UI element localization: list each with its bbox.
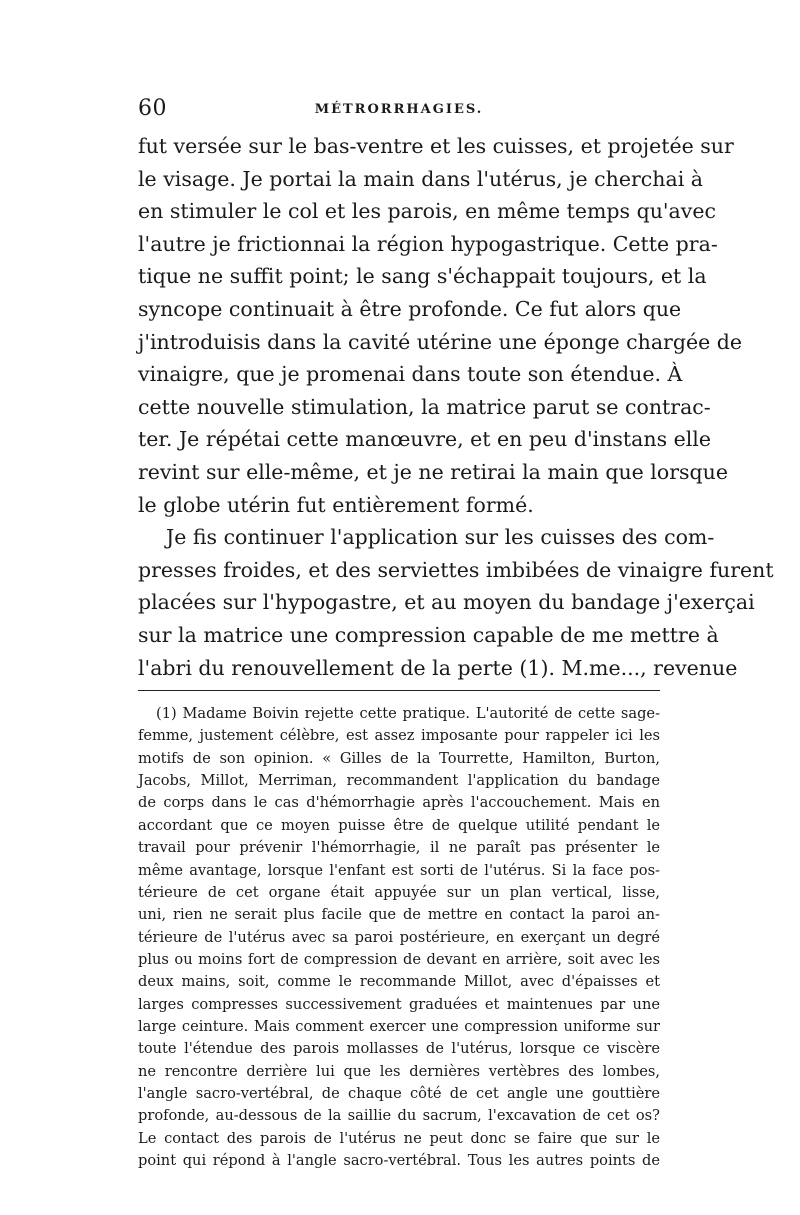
body-line: ter. Je répétai cette manœuvre, et en peu d'instans elle [138, 427, 711, 452]
body-line: syncope continuait à être profonde. Ce fut alors que [138, 296, 682, 321]
footnote-line: même avantage, lorsque l'enfant est sorti de l'utérus. Si la face pos- [138, 861, 660, 879]
body-line: sur la matrice une compression capable de me mettre à [138, 622, 719, 647]
footnote-line: motifs de son opinion. « Gilles de la Tourrette, Hamilton, Burton, [138, 749, 660, 767]
footnote-line: l'angle sacro-vertébral, de chaque côté de cet angle une gouttière [138, 1084, 660, 1102]
footnote-line: térieure de cet organe était appuyée sur un plan vertical, lisse, [138, 883, 660, 901]
footnote-line: de corps dans le cas d'hémorrhagie après l'accouchement. Mais en [138, 794, 660, 812]
footnote-line: larges compresses successivement graduées et maintenues par une [138, 995, 660, 1013]
footnote [138, 703, 660, 1172]
footnote-line: ne rencontre derrière lui que les dernières vertèbres des lombes, [138, 1062, 660, 1080]
book-page [138, 96, 774, 1172]
body-line: fut versée sur le bas-ventre et les cuisses, et projetée sur [138, 134, 734, 158]
body-line: Je fis continuer l'application sur les cuisses des com- [166, 525, 715, 550]
footnote-line: deux mains, soit, comme le recommande Millot, avec d'épaisses et [138, 973, 660, 991]
running-head [138, 96, 660, 130]
footnote-line: plus ou moins fort de compression de devant en arrière, soit avec les [138, 950, 660, 968]
running-title: MÉTRORRHAGIES. [314, 102, 484, 117]
footnote-line: Jacobs, Millot, Merriman, recommandent l'application du bandage [138, 772, 660, 790]
body-line: tique ne suffit point; le sang s'échappait toujours, et la [138, 264, 707, 289]
body-line: presses froides, et des serviettes imbibées de vinaigre furent [138, 557, 774, 582]
body-line: le visage. Je portai la main dans l'utérus, je cherchai à [138, 166, 703, 191]
body-line: le globe utérin fut entièrement formé. [138, 492, 534, 517]
body-text [138, 130, 774, 684]
body-line: placées sur l'hypogastre, et au moyen du bandage j'exerçai [138, 590, 755, 615]
body-line: cette nouvelle stimulation, la matrice parut se contrac- [138, 394, 711, 419]
footnote-line: point qui répond à l'angle sacro-vertébral. Tous les autres points de [138, 1151, 660, 1169]
footnote-separator [138, 690, 660, 691]
footnote-line: travail pour prévenir l'hémorrhagie, il ne paraît pas présenter le [138, 839, 660, 857]
footnote-line: (1) Madame Boivin rejette cette pratique. L'autorité de cette sage- [156, 705, 660, 723]
footnote-line: uni, rien ne serait plus facile que de mettre en contact la paroi an- [138, 906, 660, 924]
body-line: revint sur elle-même, et je ne retirai la main que lorsque [138, 459, 728, 484]
footnote-line: accordant que ce moyen puisse être de quelque utilité pendant le [138, 816, 660, 834]
body-line: j'introduisis dans la cavité utérine une éponge chargée de [138, 329, 742, 354]
footnote-line: large ceinture. Mais comment exercer une compression uniforme sur [138, 1017, 660, 1035]
page-number: 60 [138, 96, 167, 121]
body-line: vinaigre, que je promenai dans toute son étendue. À [138, 362, 683, 387]
body-line: l'autre je frictionnai la région hypogastrique. Cette pra- [138, 231, 718, 256]
footnote-line: Le contact des parois de l'utérus ne peut donc se faire que sur le [138, 1129, 660, 1147]
body-line: l'abri du renouvellement de la perte (1). M.me..., revenue [138, 655, 738, 680]
footnote-line: térieure de l'utérus avec sa paroi postérieure, en exerçant un degré [138, 928, 660, 946]
body-line: en stimuler le col et les parois, en même temps qu'avec [138, 199, 716, 224]
footnote-line: toute l'étendue des parois mollasses de l'utérus, lorsque ce viscère [138, 1040, 660, 1058]
footnote-line: profonde, au-dessous de la saillie du sacrum, l'excavation de cet os? [138, 1107, 660, 1125]
footnote-line: femme, justement célèbre, est assez imposante pour rappeler ici les [138, 727, 660, 745]
